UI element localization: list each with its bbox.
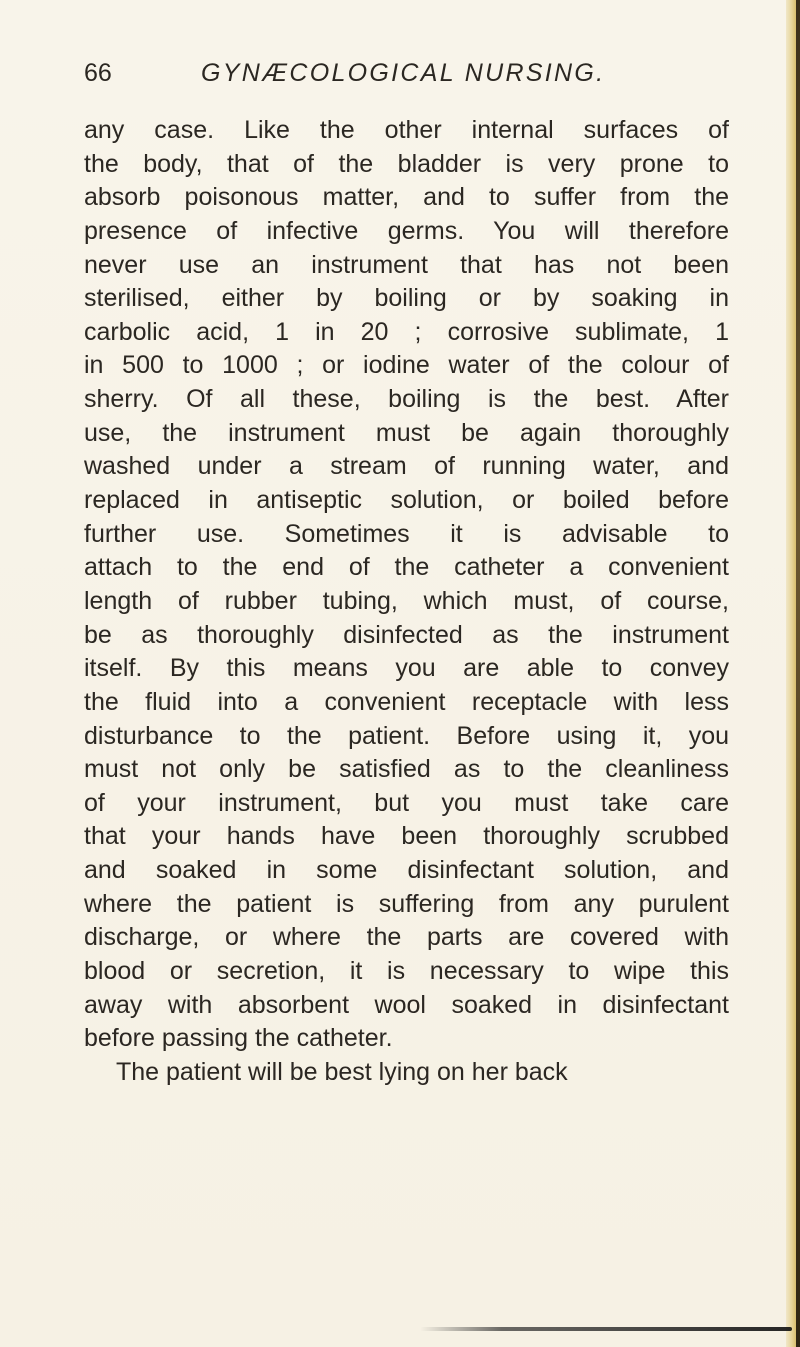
text-line-1: any case. Like the other internal surfaces of [84,116,729,144]
page-binding-shadow [796,0,800,1347]
text-line-22: that your hands have been thoroughly scrubbed [84,822,729,851]
text-line-5: never use an instrument that has not been [84,250,729,279]
text-line-17: itself. By this means you are able to convey [84,654,729,683]
text-line-12: replaced in antiseptic solution, or boiled before [84,486,729,515]
text-line-24: where the patient is suffering from any purulent [84,889,729,918]
text-line-13: further use. Sometimes it is advisable to [84,519,729,548]
text-line-15: length of rubber tubing, which must, of course, [84,586,729,615]
text-line-14: attach to the end of the catheter a convenient [84,553,729,582]
text-line-7: carbolic acid, 1 in 20 ; corrosive sublimate, 1 [84,317,729,346]
page-bottom-rule [420,1327,792,1331]
running-head: GYNÆCOLOGICAL NURSING. [201,59,606,87]
text-line-18: the fluid into a convenient receptacle with less [84,687,729,716]
text-line-21: of your instrument, but you must take care [84,788,729,817]
text-line-3: absorb poisonous matter, and to suffer from the [84,183,729,212]
page-number: 66 [84,59,112,87]
text-line-6: sterilised, either by boiling or by soaking in [84,284,729,313]
text-line-2: the body, that of the bladder is very prone to [84,149,729,178]
text-line-19: disturbance to the patient. Before using it, you [84,721,729,750]
page-header [84,58,744,98]
text-line-10: use, the instrument must be again thoroughly [84,418,729,447]
text-line-26: blood or secretion, it is necessary to wipe this [84,957,729,986]
text-line-25: discharge, or where the parts are covered with [84,923,729,952]
text-line-20: must not only be satisfied as to the cleanliness [84,755,729,784]
text-line-9: sherry. Of all these, boiling is the best. After [84,385,729,414]
body-text [84,114,729,1090]
text-line-28: before passing the catheter. [84,1024,393,1053]
text-line-8: in 500 to 1000 ; or iodine water of the colour of [84,351,729,380]
text-line-11: washed under a stream of running water, and [84,452,729,481]
text-line-27: away with absorbent wool soaked in disinfectant [84,990,729,1019]
text-line-4: presence of infective germs. You will therefore [84,216,729,245]
text-line-16: be as thoroughly disinfected as the instrument [84,620,729,649]
text-line-23: and soaked in some disinfectant solution, and [84,856,729,885]
text-line-29: The patient will be best lying on her back [116,1057,568,1086]
